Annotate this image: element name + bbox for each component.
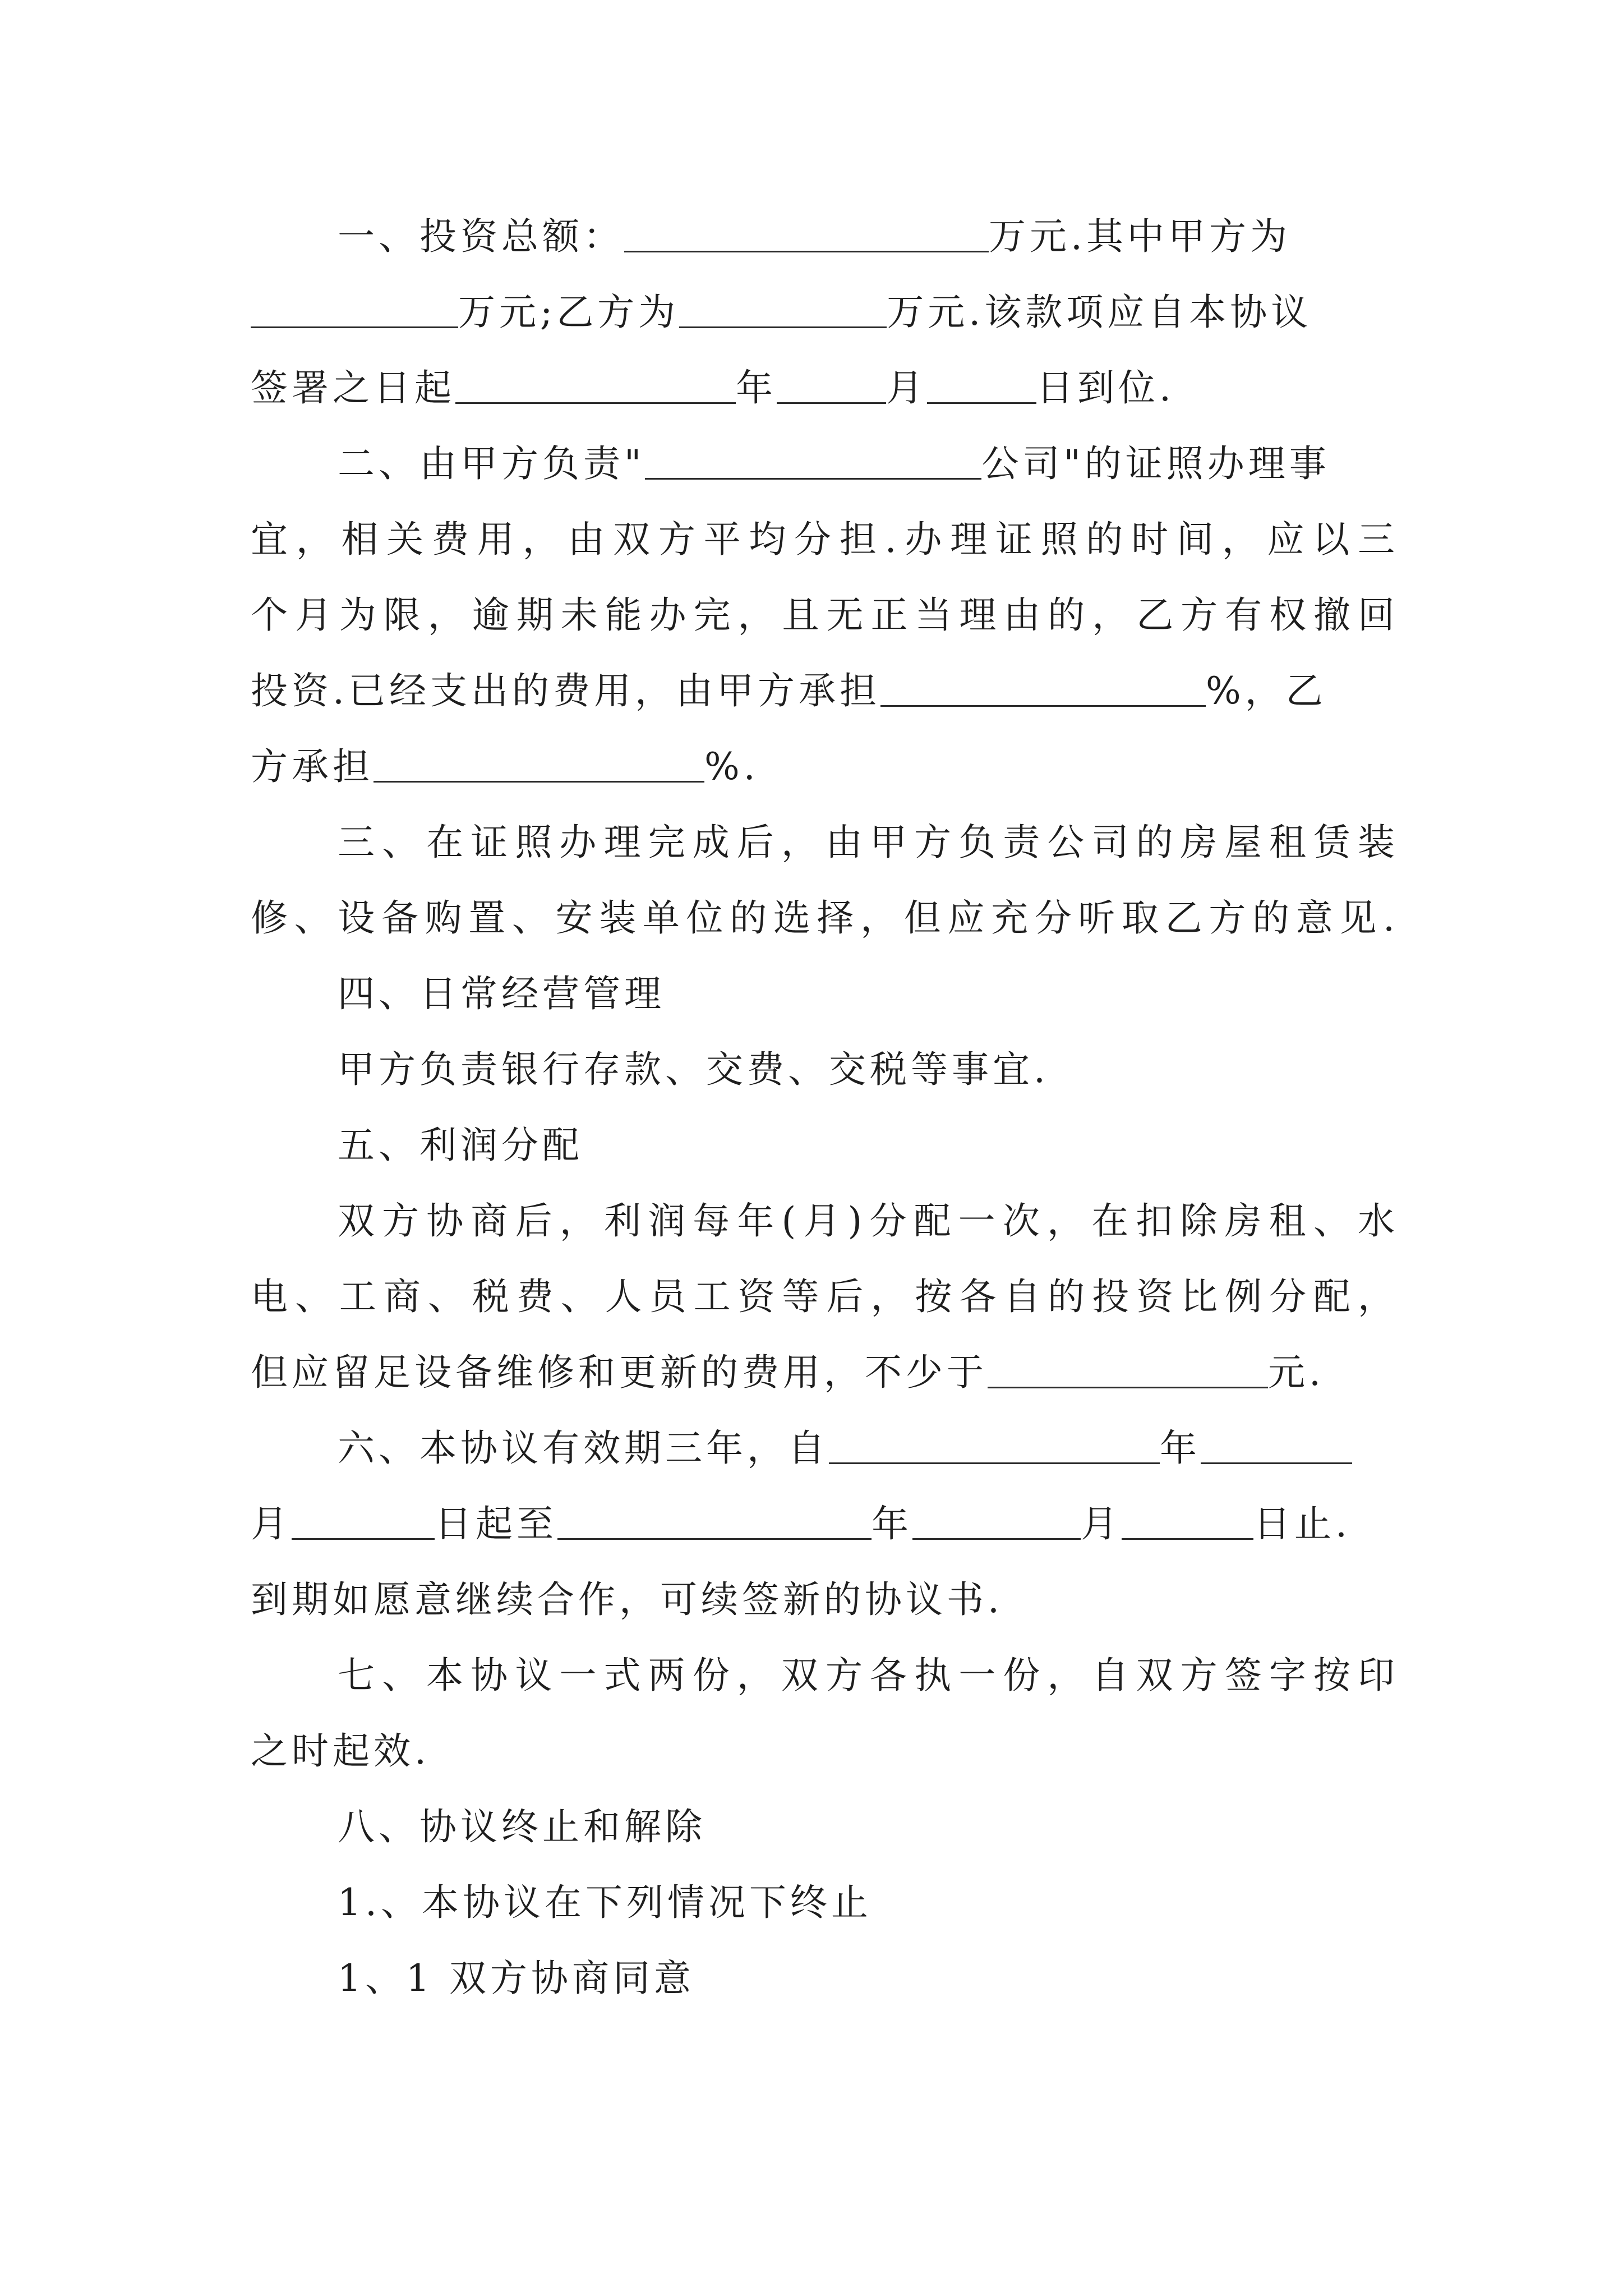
fill-blank[interactable] bbox=[912, 1502, 1081, 1540]
text-segment: 万元.该款项应自本协议 bbox=[887, 291, 1312, 334]
text-segment: 月 bbox=[886, 366, 927, 409]
fill-blank[interactable] bbox=[645, 442, 981, 480]
section-5-line-1: 双方协商后，利润每年(月)分配一次，在扣除房租、水 bbox=[338, 1199, 1395, 1243]
text-segment: %，乙 bbox=[1205, 669, 1327, 712]
clause-1-1: 1、1 双方协商同意 bbox=[338, 1957, 695, 2000]
text-segment: 日起至 bbox=[435, 1502, 557, 1545]
text-segment: 日到位. bbox=[1036, 366, 1175, 409]
section-4-line-1: 甲方负责银行存款、交费、交税等事宜. bbox=[338, 1048, 1049, 1091]
fill-blank[interactable] bbox=[988, 1351, 1268, 1388]
fill-blank[interactable] bbox=[557, 1502, 872, 1540]
fill-blank[interactable] bbox=[1201, 1427, 1352, 1464]
section-3-line-2: 修、设备购置、安装单位的选择，但应充分听取乙方的意见. bbox=[251, 896, 1395, 940]
section-6-line-2 bbox=[251, 1496, 1351, 1552]
fill-blank[interactable] bbox=[292, 1502, 435, 1540]
fill-blank[interactable] bbox=[1122, 1502, 1253, 1540]
section-6-line-3: 到期如愿意继续合作，可续签新的协议书. bbox=[251, 1578, 1003, 1621]
text-segment: 万元.其中甲方为 bbox=[989, 215, 1291, 258]
text-segment: 方承担 bbox=[251, 745, 374, 788]
section-7-line-1: 七、本协议一式两份，双方各执一份，自双方签字按印 bbox=[338, 1654, 1395, 1697]
text-segment: 万元;乙方为 bbox=[458, 291, 680, 334]
text-segment: 公司"的证照办理事 bbox=[981, 442, 1330, 485]
text-segment: 元. bbox=[1268, 1351, 1325, 1394]
text-segment: 六、本协议有效期三年，自 bbox=[338, 1427, 829, 1470]
section-4-title: 四、日常经营管理 bbox=[338, 972, 665, 1015]
text-segment: 月 bbox=[1081, 1502, 1122, 1545]
fill-blank[interactable] bbox=[829, 1427, 1160, 1464]
fill-blank[interactable] bbox=[777, 366, 886, 404]
fill-blank[interactable] bbox=[679, 291, 887, 328]
section-1-line-1 bbox=[338, 209, 1291, 265]
section-2-line-5 bbox=[251, 739, 759, 795]
fill-blank[interactable] bbox=[374, 745, 704, 783]
section-7-line-2: 之时起效. bbox=[251, 1729, 430, 1773]
section-8-title: 八、协议终止和解除 bbox=[338, 1805, 706, 1848]
text-segment: 年 bbox=[872, 1502, 912, 1545]
section-2-line-4 bbox=[251, 663, 1327, 719]
section-5-line-2: 电、工商、税费、人员工资等后，按各自的投资比例分配， bbox=[251, 1275, 1395, 1318]
section-1-line-2 bbox=[251, 284, 1312, 341]
text-segment: 签署之日起 bbox=[251, 366, 455, 409]
text-segment: 但应留足设备维修和更新的费用，不少于 bbox=[251, 1351, 988, 1394]
section-2-line-1 bbox=[338, 436, 1330, 492]
text-segment: 月 bbox=[251, 1502, 292, 1545]
text-segment: 年 bbox=[1160, 1427, 1201, 1470]
text-segment: %. bbox=[704, 745, 759, 788]
text-segment: 投资.已经支出的费用，由甲方承担 bbox=[251, 669, 880, 712]
text-segment: 年 bbox=[736, 366, 777, 409]
section-1-line-3 bbox=[251, 360, 1175, 416]
section-6-line-1 bbox=[338, 1420, 1352, 1476]
section-2-line-2: 宜，相关费用，由双方平均分担.办理证照的时间，应以三 bbox=[251, 518, 1395, 561]
fill-blank[interactable] bbox=[251, 291, 458, 328]
fill-blank[interactable] bbox=[927, 366, 1036, 404]
fill-blank[interactable] bbox=[455, 366, 736, 404]
text-segment: 一、投资总额： bbox=[338, 215, 624, 258]
clause-1: 1.、本协议在下列情况下终止 bbox=[338, 1881, 872, 1924]
section-2-line-3: 个月为限，逾期未能办完，且无正当理由的，乙方有权撤回 bbox=[251, 593, 1395, 637]
text-segment: 日止. bbox=[1253, 1502, 1351, 1545]
section-5-title: 五、利润分配 bbox=[338, 1124, 583, 1167]
fill-blank[interactable] bbox=[880, 669, 1206, 707]
fill-blank[interactable] bbox=[624, 215, 989, 252]
section-3-line-1: 三、在证照办理完成后，由甲方负责公司的房屋租赁装 bbox=[338, 821, 1395, 864]
section-5-line-3 bbox=[251, 1345, 1325, 1401]
text-segment: 二、由甲方负责" bbox=[338, 442, 645, 485]
